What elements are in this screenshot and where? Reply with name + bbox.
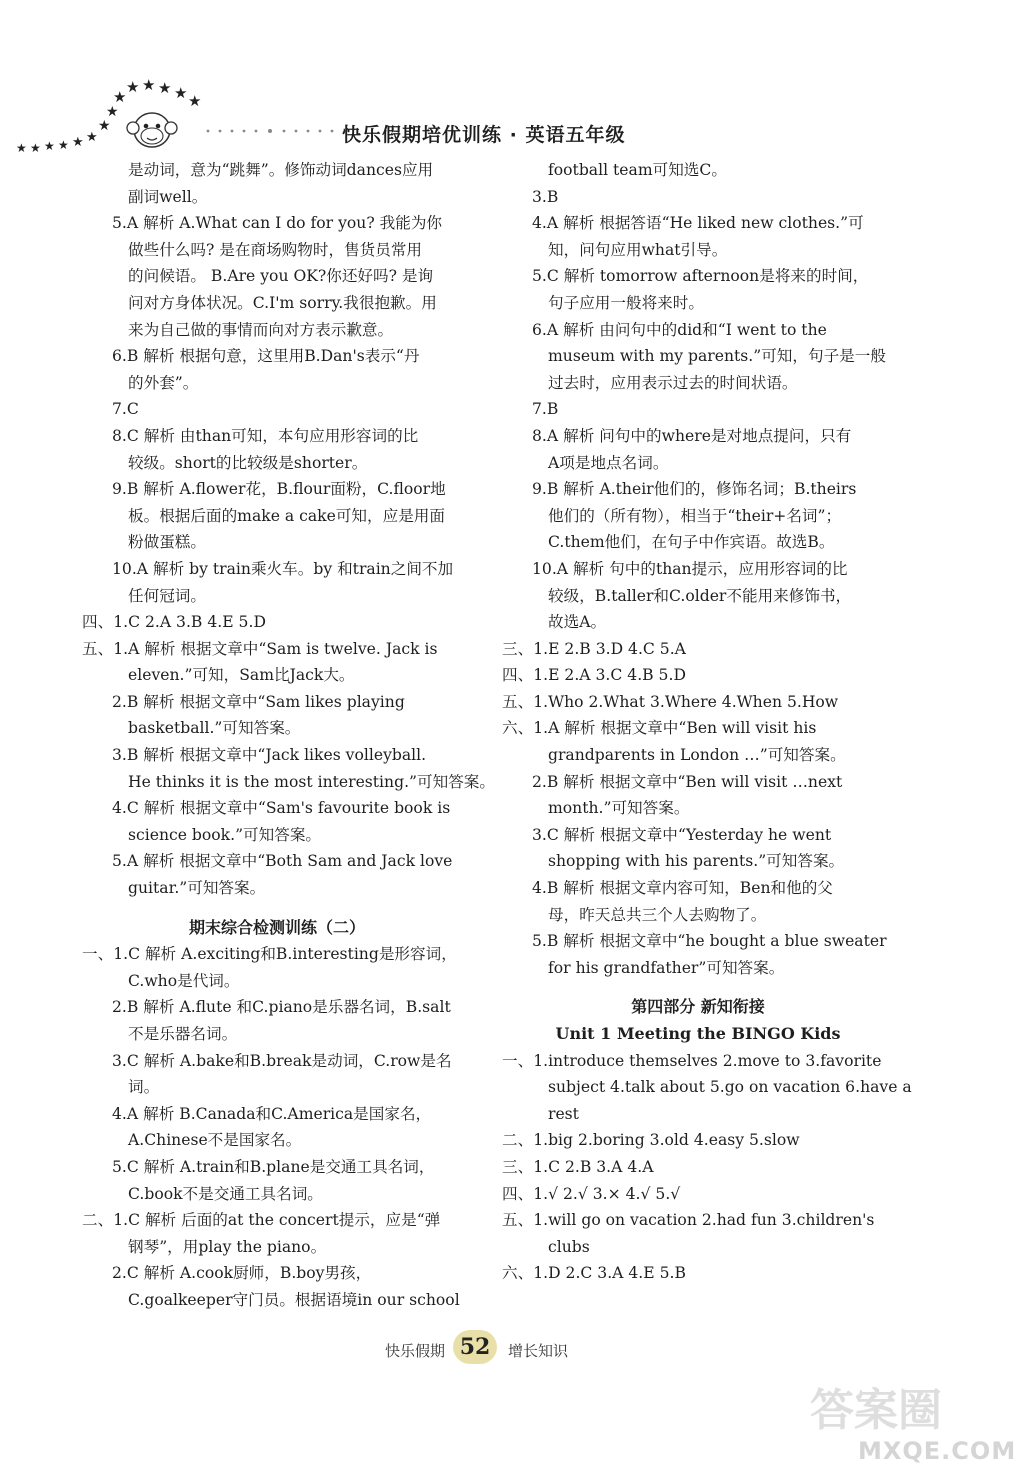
answer-line: C.book不是交通工具名词。	[128, 1184, 323, 1203]
answer-line: 6.A 解析 由问句中的did和“I went to the	[532, 320, 827, 339]
answer-line: 7.C	[112, 400, 139, 419]
answer-line: 知，问句应用what引导。	[548, 240, 728, 259]
answer-line: 来为自己做的事情而向对方表示歉意。	[128, 320, 394, 339]
answer-line: 4.A 解析 B.Canada和C.America是国家名，	[112, 1104, 432, 1123]
answer-line: clubs	[548, 1237, 590, 1256]
svg-text:★: ★	[174, 84, 188, 102]
left-column	[82, 157, 495, 1314]
answer-line: He thinks it is the most interesting.”可知答案。	[128, 772, 495, 791]
answer-line: 3.C 解析 A.bake和B.break是动词，C.row是名	[112, 1051, 452, 1070]
answer-line: 四、1.C 2.A 3.B 4.E 5.D	[82, 613, 266, 632]
answer-line: 句子应用一般将来时。	[548, 293, 704, 312]
answer-line: 母，昨天总共三个人去购物了。	[548, 905, 767, 924]
answer-line: 他们的（所有物），相当于“their+名词”；	[548, 506, 842, 525]
svg-text:★: ★	[58, 138, 69, 152]
answer-line: 9.B 解析 A.their他们的，修饰名词；B.theirs	[532, 480, 857, 499]
answer-line: 五、1.will go on vacation 2.had fun 3.children's	[502, 1211, 875, 1230]
answer-line: 五、1.Who 2.What 3.Where 4.When 5.How	[502, 692, 839, 711]
svg-text:★: ★	[142, 76, 156, 94]
answer-line: 2.B 解析 根据文章中“Ben will visit …next	[532, 772, 843, 791]
answer-line: guitar.”可知答案。	[128, 879, 266, 898]
svg-text:★: ★	[16, 141, 27, 155]
answer-line: grandparents in London …”可知答案。	[548, 746, 846, 765]
answer-line: 10.A 解析 by train乘火车。by 和train之间不加	[112, 559, 454, 578]
right-column	[502, 157, 912, 1287]
answer-line: 4.B 解析 根据文章内容可知，Ben和他的父	[532, 879, 833, 898]
answer-line: 做些什么吗? 是在商场购物时，售货员常用	[128, 240, 423, 259]
answer-line: 三、1.C 2.B 3.A 4.A	[502, 1157, 654, 1176]
answer-line: A.Chinese不是国家名。	[128, 1131, 302, 1150]
answer-line: 2.C 解析 A.cook厨师，B.boy男孩，	[112, 1264, 372, 1283]
answer-line: C.who是代词。	[128, 971, 240, 990]
answer-line: 故选A。	[548, 613, 607, 632]
answer-line: 2.B 解析 A.flute 和C.piano是乐器名词，B.salt	[112, 998, 451, 1017]
svg-text:★: ★	[106, 104, 119, 120]
answer-line: A项是地点名词。	[548, 453, 669, 472]
answer-line: 五、1.A 解析 根据文章中“Sam is twelve. Jack is	[82, 639, 438, 658]
answer-line: month.”可知答案。	[548, 799, 690, 818]
answer-line: Unit 1 Meeting the BINGO Kids	[555, 1024, 841, 1043]
answer-line: 的外套”。	[128, 373, 199, 392]
answer-line: shopping with his parents.”可知答案。	[548, 852, 845, 871]
answer-line: 钢琴”，用play the piano。	[128, 1237, 327, 1256]
answer-line: 粉做蛋糕。	[128, 533, 206, 552]
answer-line: 副词well。	[128, 187, 208, 206]
answer-line: 问对方身体状况。C.I'm sorry.我很抱歉。用	[128, 293, 437, 312]
answer-line: 二、1.big 2.boring 3.old 4.easy 5.slow	[502, 1131, 800, 1150]
watermark-text: MXQE.COM	[858, 1437, 1016, 1465]
answer-line: 7.B	[532, 400, 559, 419]
svg-text:★: ★	[72, 135, 84, 150]
answer-line: subject 4.talk about 5.go on vacation 6.have a	[548, 1078, 912, 1097]
answer-line: 10.A 解析 句中的than提示，应用形容词的比	[532, 559, 848, 578]
answer-line: 六、1.A 解析 根据文章中“Ben will visit his	[502, 719, 817, 738]
answer-line: 词。	[128, 1078, 160, 1097]
page-number: 52	[453, 1330, 497, 1364]
answer-line: 3.B	[532, 187, 559, 206]
answer-line: 4.C 解析 根据文章中“Sam's favourite book is	[112, 799, 451, 818]
footer-left-text: 快乐假期	[385, 1342, 446, 1360]
svg-text:★: ★	[126, 78, 140, 96]
svg-text:答案圈: 答案圈	[810, 1385, 942, 1436]
answer-line: football team可知选C。	[548, 161, 727, 179]
svg-text:★: ★	[188, 92, 202, 110]
spacer	[502, 981, 894, 994]
answer-line: museum with my parents.”可知，句子是一般	[548, 347, 886, 366]
answer-line: 的问候语。 B.Are you OK?你还好吗? 是询	[128, 267, 434, 286]
answer-line: 6.B 解析 根据句意，这里用B.Dan's表示“丹	[112, 347, 420, 366]
answer-line: for his grandfather”可知答案。	[548, 958, 785, 977]
answer-line: 5.C 解析 tomorrow afternoon是将来的时间，	[532, 267, 869, 286]
answer-line: 六、1.D 2.C 3.A 4.E 5.B	[502, 1264, 686, 1283]
answer-line: 9.B 解析 A.flower花，B.flour面粉，C.floor地	[112, 480, 446, 499]
answer-line: 任何冠词。	[128, 586, 206, 605]
answer-line: basketball.”可知答案。	[128, 719, 301, 738]
answer-line: 5.B 解析 根据文章中“he bought a blue sweater	[532, 932, 887, 951]
svg-text:★: ★	[158, 79, 172, 97]
footer-right-text: 增长知识	[508, 1342, 569, 1360]
answer-line: C.them他们，在句子中作宾语。故选B。	[548, 533, 835, 552]
svg-text:★: ★	[30, 141, 41, 155]
answer-line: 2.B 解析 根据文章中“Sam likes playing	[112, 692, 405, 711]
answer-line: 二、1.C 解析 后面的at the concert提示，应是“弹	[82, 1211, 441, 1230]
answer-line: 四、1.√ 2.√ 3.× 4.√ 5.√	[502, 1184, 681, 1203]
answer-line: 较级。short的比较级是shorter。	[128, 453, 368, 472]
svg-text:★: ★	[98, 118, 111, 134]
answer-line: 8.A 解析 问句中的where是对地点提问，只有	[532, 426, 852, 445]
monkey-mascot-icon	[124, 106, 184, 156]
answer-line: 一、1.introduce themselves 2.move to 3.favorite	[502, 1051, 882, 1070]
answer-line: 过去时，应用表示过去的时间状语。	[548, 373, 798, 392]
page-title: 快乐假期培优训练 · 英语五年级	[342, 124, 626, 146]
answer-line: 第四部分 新知衔接	[631, 997, 765, 1017]
answer-line: 不是乐器名词。	[128, 1025, 238, 1043]
answer-line: C.goalkeeper守门员。根据语境in our school	[128, 1290, 460, 1309]
page-header	[0, 0, 1000, 165]
answer-line: 三、1.E 2.B 3.D 4.C 5.A	[502, 639, 686, 658]
answer-line: 3.B 解析 根据文章中“Jack likes volleyball.	[112, 746, 427, 765]
answer-line: 一、1.C 解析 A.exciting和B.interesting是形容词，	[82, 945, 457, 964]
answer-line: 4.A 解析 根据答语“He liked new clothes.”可	[532, 214, 864, 233]
answer-line: 8.C 解析 由than可知，本句应用形容词的比	[112, 426, 419, 445]
answer-line: 5.C 解析 A.train和B.plane是交通工具名词，	[112, 1157, 435, 1176]
svg-text:★: ★	[113, 88, 127, 106]
answer-line: 5.A 解析 A.What can I do for you? 我能为你	[112, 214, 443, 233]
svg-text:★: ★	[44, 139, 55, 153]
answer-line: rest	[548, 1104, 579, 1123]
answer-line: 板。根据后面的make a cake可知，应是用面	[128, 506, 445, 525]
answer-line: 3.C 解析 根据文章中“Yesterday he went	[532, 825, 832, 844]
answer-line: eleven.”可知，Sam比Jack大。	[128, 666, 355, 685]
answer-line: 较级，B.taller和C.older不能用来修饰书，	[548, 586, 852, 605]
svg-text:★: ★	[86, 130, 98, 145]
answer-line: 5.A 解析 根据文章中“Both Sam and Jack love	[112, 852, 453, 871]
answer-line: 四、1.E 2.A 3.C 4.B 5.D	[502, 666, 686, 685]
answer-line: 期末综合检测训练（二）	[188, 917, 365, 937]
spacer	[82, 902, 472, 915]
answer-line: science book.”可知答案。	[128, 825, 322, 844]
answer-line: 是动词，意为“跳舞”。修饰动词dances应用	[128, 161, 434, 179]
